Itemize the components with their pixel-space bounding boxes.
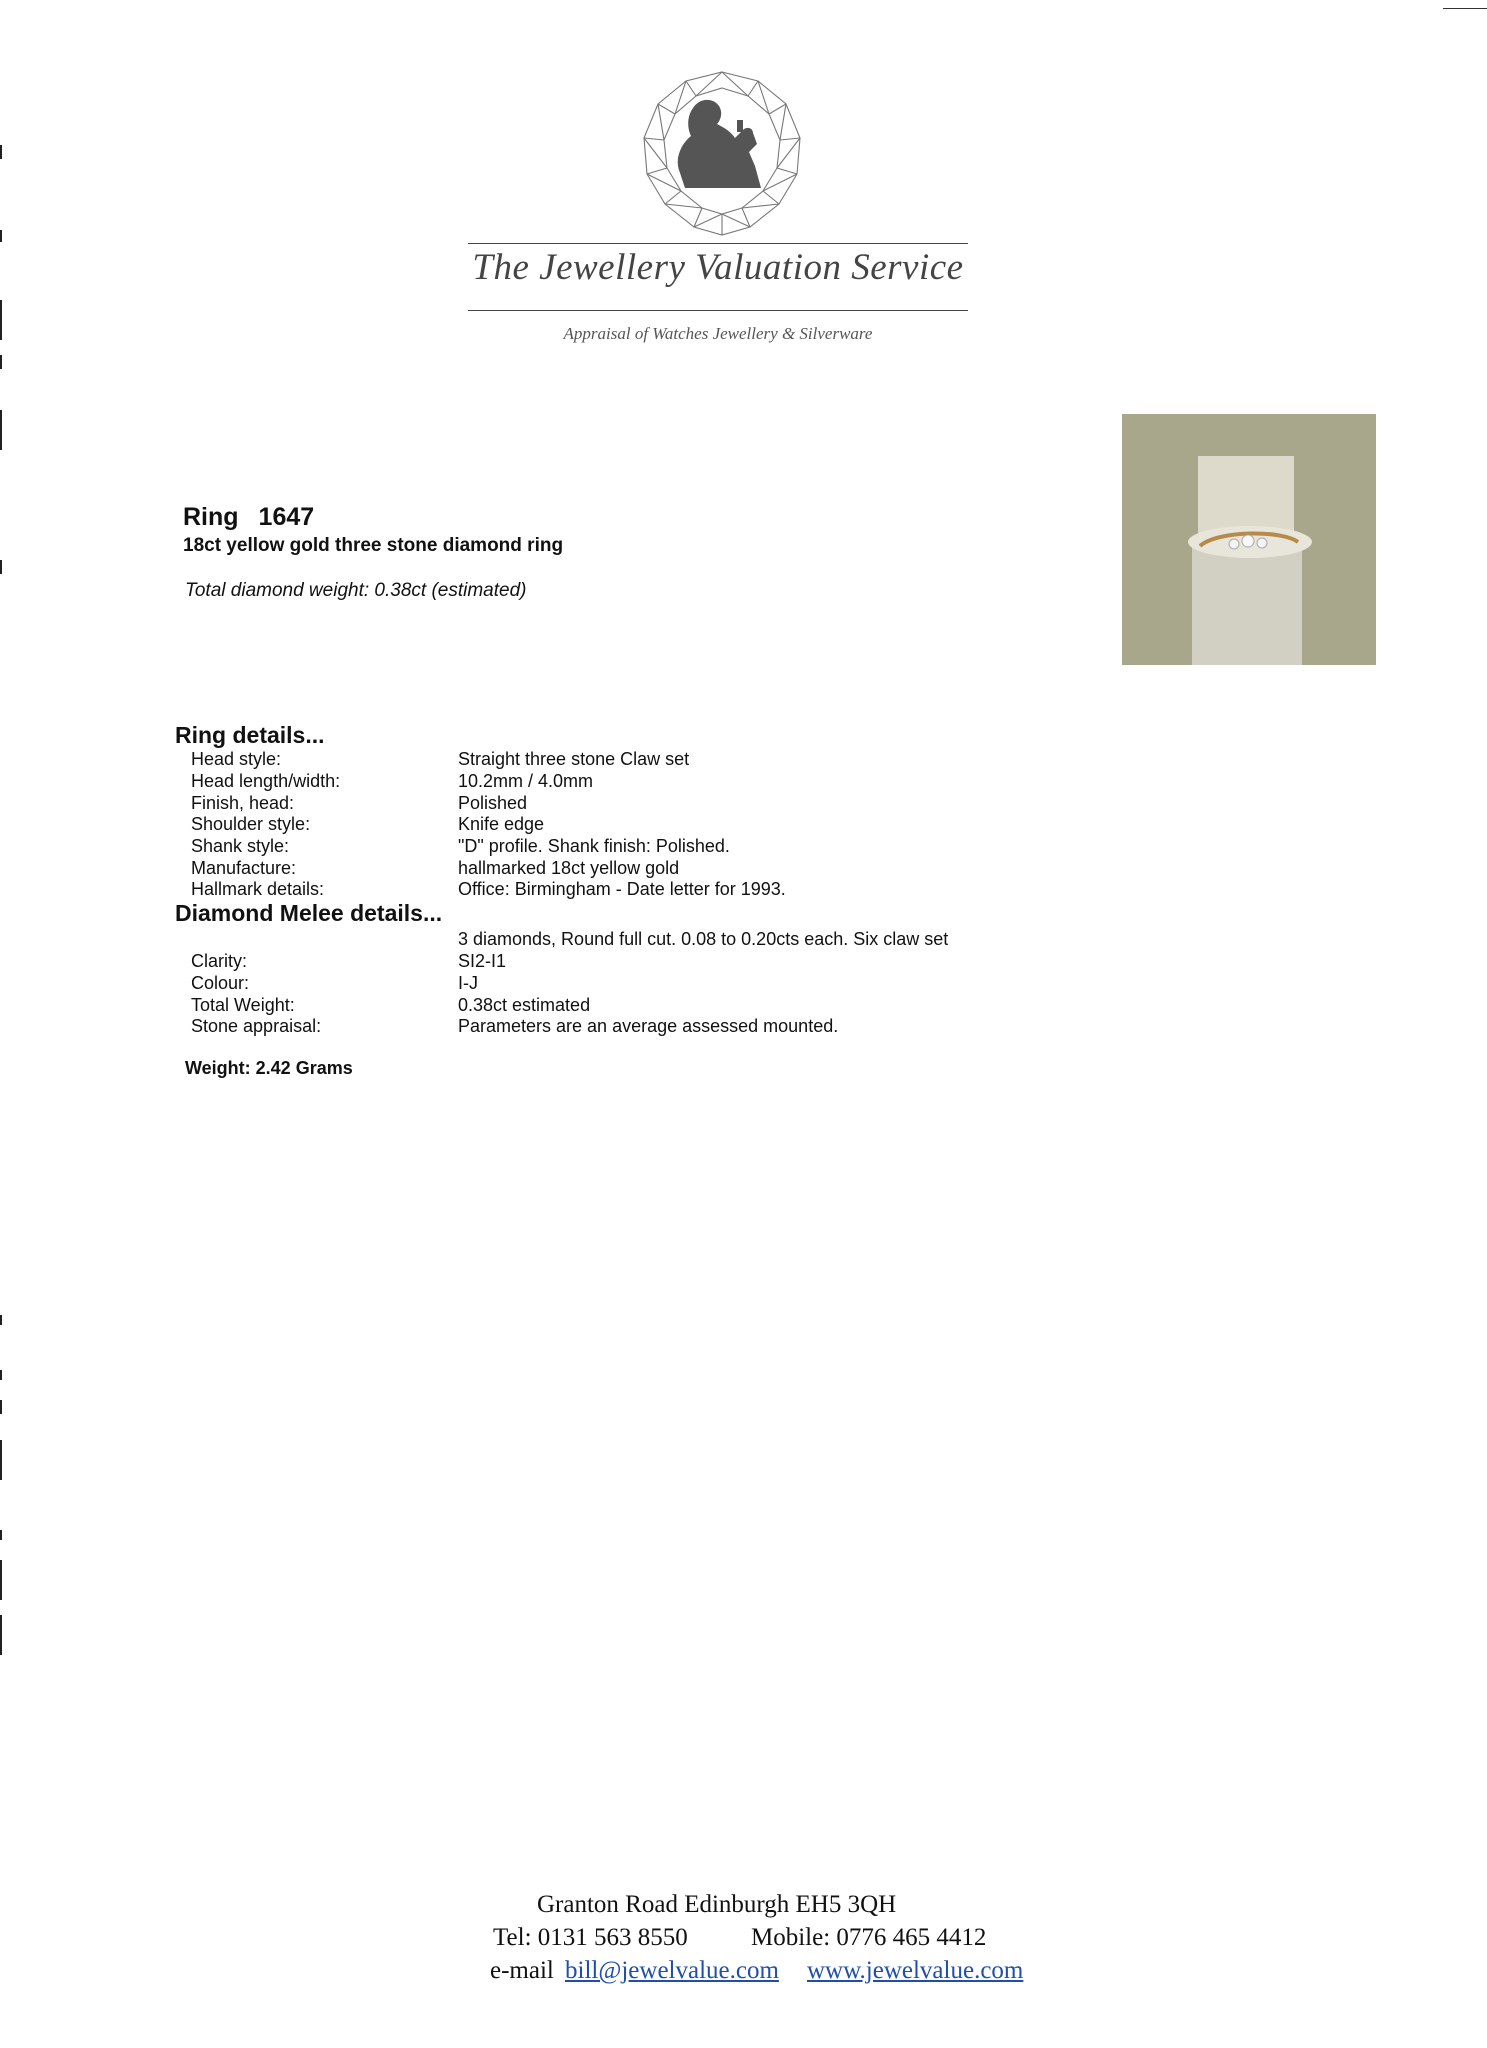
- detail-label: Stone appraisal:: [191, 1016, 322, 1036]
- scan-edge-mark: [0, 1560, 2, 1600]
- item-title-word: Ring: [183, 503, 239, 531]
- scan-edge-mark: [0, 230, 2, 242]
- item-number: 1647: [258, 503, 315, 531]
- total-diamond-weight: Total diamond weight: 0.38ct (estimated): [185, 580, 527, 601]
- detail-label: Manufacture:: [191, 858, 297, 878]
- header-rule-top: [468, 243, 968, 244]
- scan-edge-mark: [0, 145, 2, 159]
- scan-edge-mark: [0, 410, 2, 450]
- detail-label: Head style:: [191, 749, 282, 769]
- ring-photo: [1122, 414, 1376, 665]
- brand-tagline: Appraisal of Watches Jewellery & Silverware: [563, 324, 873, 343]
- detail-value: SI2-I1: [458, 951, 507, 971]
- item-title: [183, 503, 314, 532]
- diamond-intro: 3 diamonds, Round full cut. 0.08 to 0.20cts each. Six claw set: [458, 929, 949, 949]
- brand-name: The Jewellery Valuation Service: [472, 247, 964, 288]
- scan-edge-mark: [0, 560, 2, 574]
- scan-edge-mark: [0, 1400, 2, 1414]
- footer-email-link[interactable]: bill@jewelvalue.com: [565, 1957, 779, 1984]
- detail-value: Parameters are an average assessed mounted.: [458, 1016, 839, 1036]
- detail-value: 0.38ct estimated: [458, 995, 591, 1015]
- item-weight: Weight: 2.42 Grams: [185, 1058, 353, 1078]
- detail-value: Knife edge: [458, 814, 545, 834]
- detail-label: Shank style:: [191, 836, 290, 856]
- detail-label: Head length/width:: [191, 771, 341, 791]
- detail-value: "D" profile. Shank finish: Polished.: [458, 836, 730, 856]
- detail-label: Clarity:: [191, 951, 248, 971]
- detail-value: hallmarked 18ct yellow gold: [458, 858, 680, 878]
- scan-edge-mark: [0, 1615, 2, 1655]
- footer-mobile: Mobile: 0776 465 4412: [751, 1924, 987, 1951]
- scan-edge-mark: [0, 355, 2, 369]
- footer-website-link[interactable]: www.jewelvalue.com: [807, 1957, 1024, 1984]
- scan-edge-mark: [0, 300, 2, 340]
- detail-value: Straight three stone Claw set: [458, 749, 690, 769]
- detail-value: Polished: [458, 793, 528, 813]
- footer-address: Granton Road Edinburgh EH5 3QH: [537, 1891, 897, 1918]
- item-subtitle: 18ct yellow gold three stone diamond ring: [183, 535, 564, 556]
- ring-details-heading: Ring details...: [175, 722, 325, 748]
- detail-label: Finish, head:: [191, 793, 295, 813]
- company-logo-icon: [641, 70, 804, 238]
- header-rule-bottom: [468, 310, 968, 311]
- footer-tel: Tel: 0131 563 8550: [493, 1924, 688, 1951]
- detail-label: Total Weight:: [191, 995, 295, 1015]
- diamond-details-heading: Diamond Melee details...: [175, 900, 443, 926]
- scan-edge-line: [1443, 8, 1487, 9]
- detail-label: Colour:: [191, 973, 250, 993]
- detail-label: Shoulder style:: [191, 814, 311, 834]
- scan-edge-mark: [0, 1530, 2, 1540]
- footer-email-label: e-mail: [490, 1957, 554, 1984]
- detail-value: I-J: [458, 973, 478, 993]
- detail-value: 10.2mm / 4.0mm: [458, 771, 594, 791]
- detail-value: Office: Birmingham - Date letter for 1993.: [458, 879, 786, 899]
- scan-edge-mark: [0, 1440, 2, 1480]
- scan-edge-mark: [0, 1315, 2, 1325]
- detail-label: Hallmark details:: [191, 879, 325, 899]
- scan-edge-mark: [0, 1370, 2, 1380]
